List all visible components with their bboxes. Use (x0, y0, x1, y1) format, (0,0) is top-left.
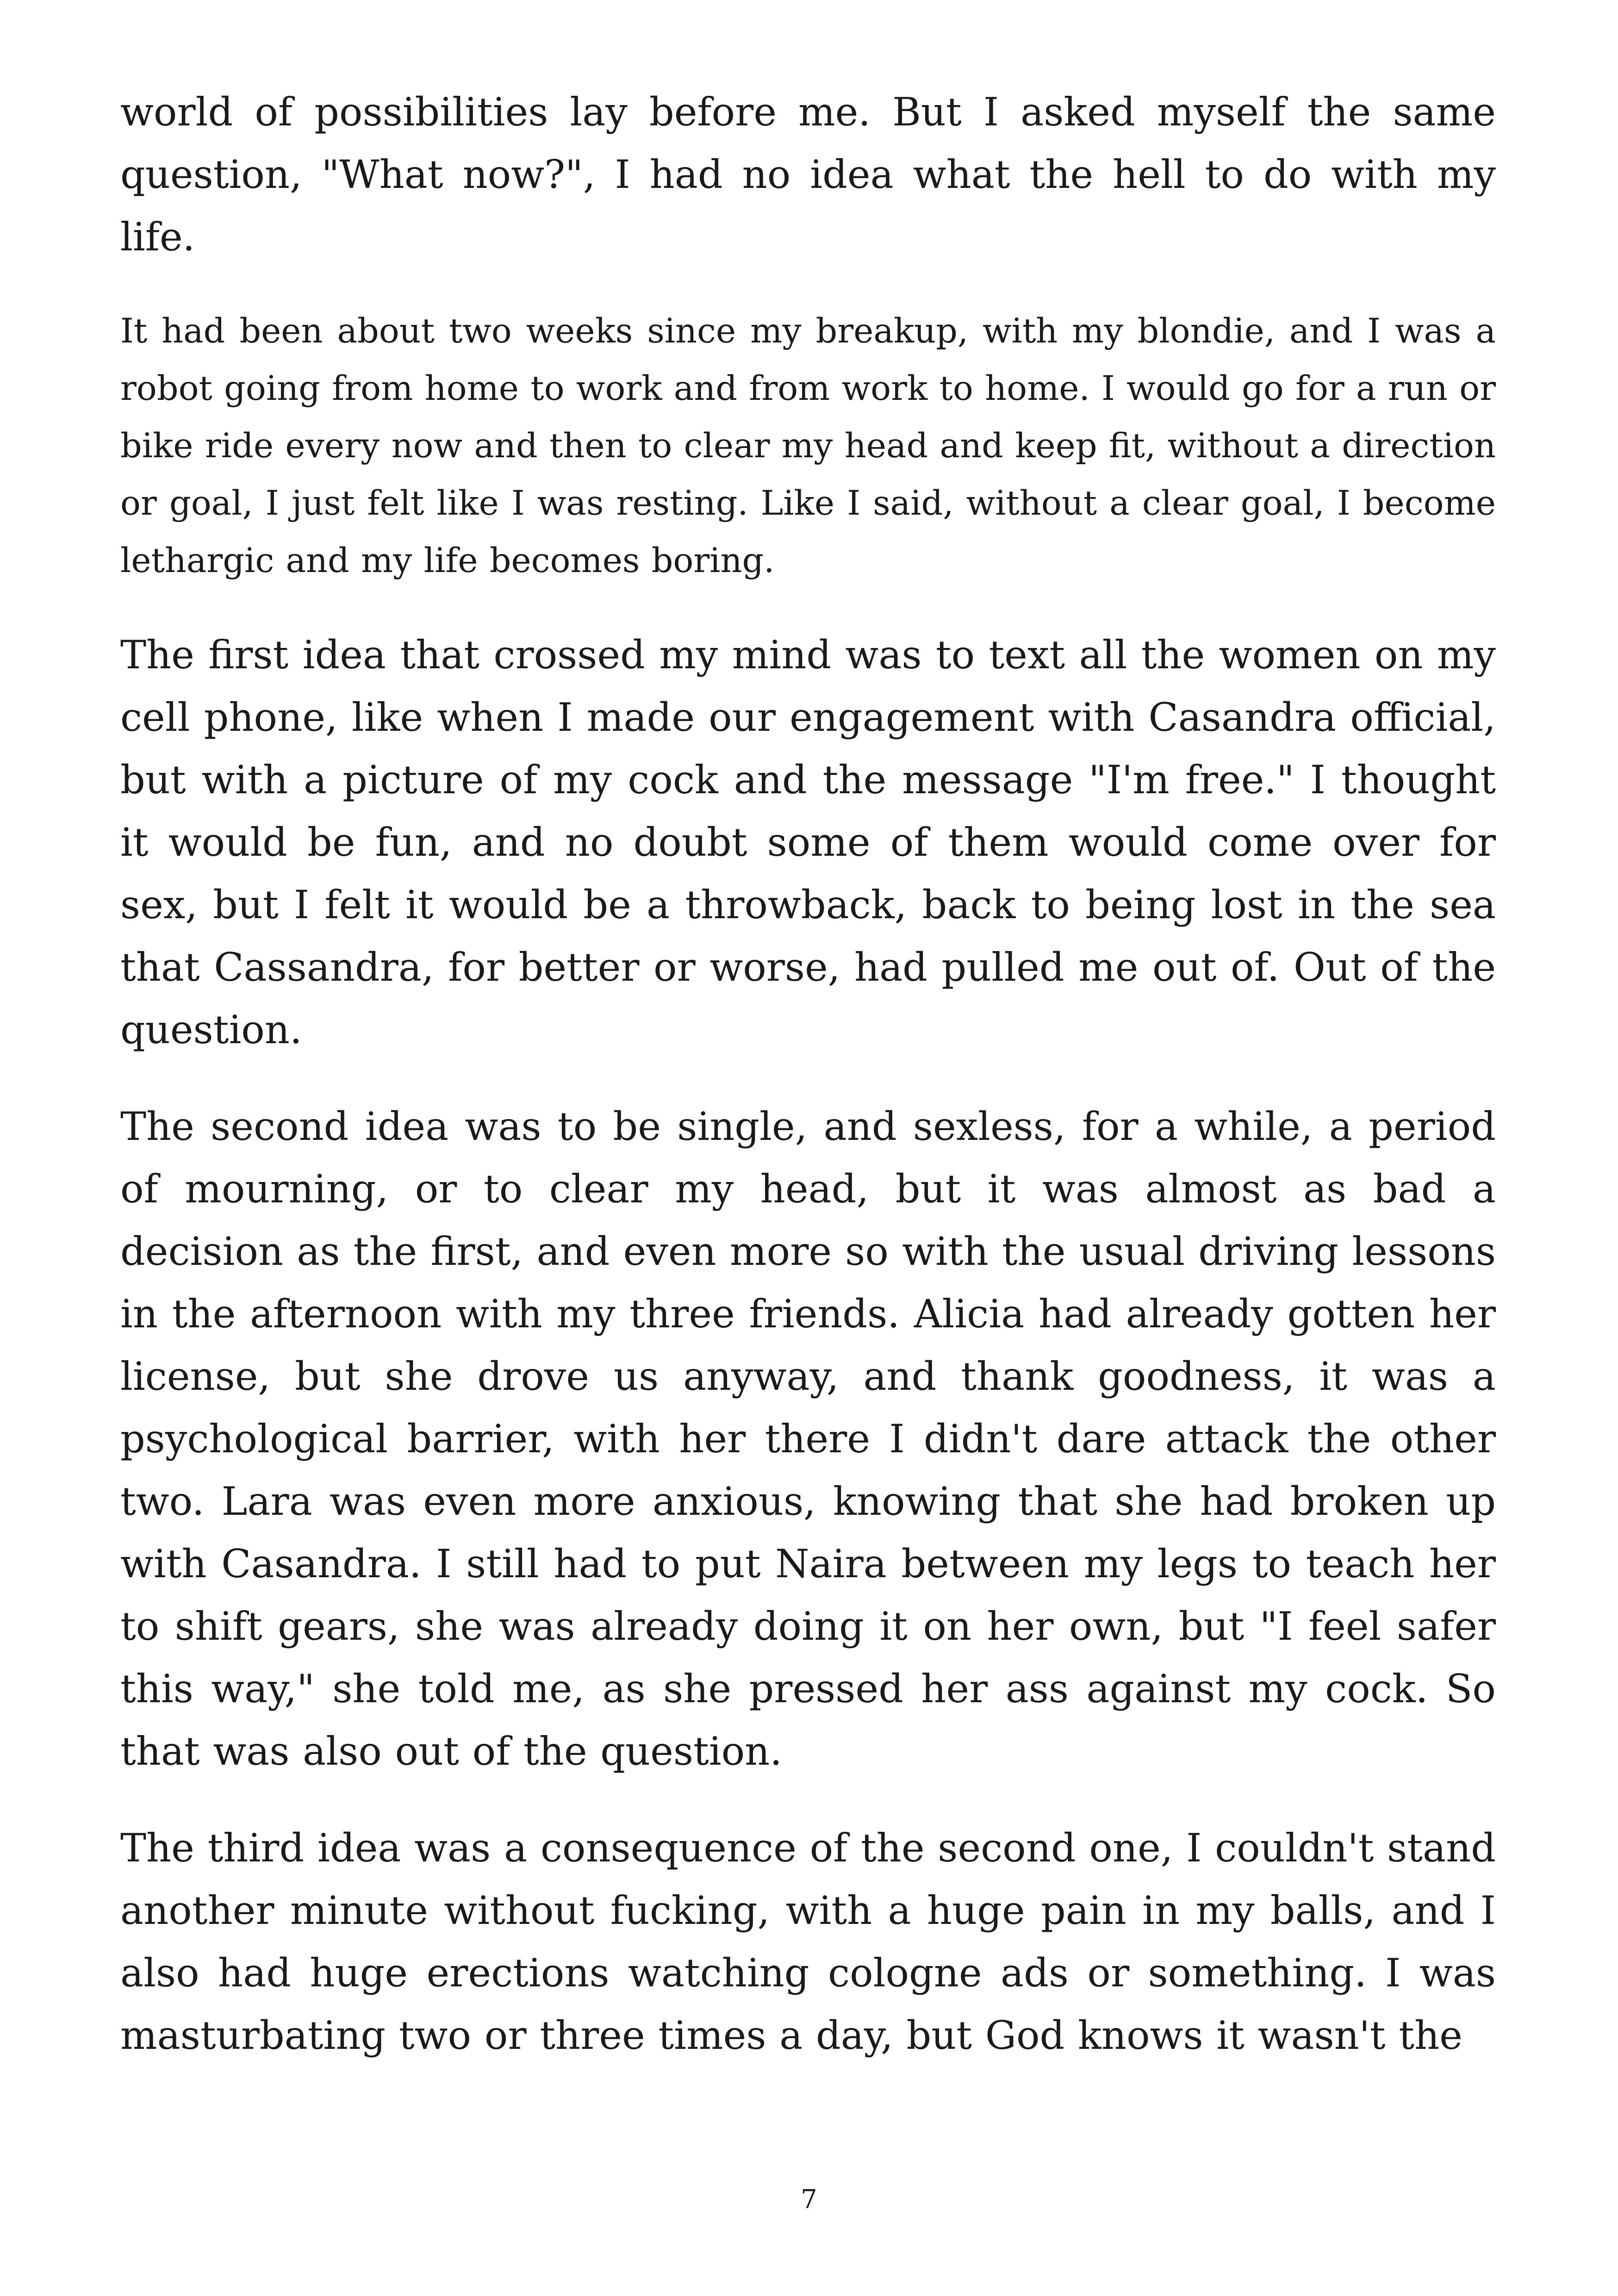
page-number: 7 (801, 2184, 817, 2215)
paragraph-3: The first idea that crossed my mind was to text all the women on my cell phone, like when I made our engagement with Casandra official, but with a picture of my cock and the message "I'm free." I thought it would be fun, and no doubt some of them would come over for sex, but I felt it would be a throwback, back to being lost in the sea that Cassandra, for better or worse, had pulled me out of. Out of the question. (120, 632, 1496, 1052)
paragraph-1: world of possibilities lay before me. But I asked myself the same question, "What now?", I had no idea what the hell to do with my life. (120, 89, 1496, 260)
paragraph-5: The third idea was a consequence of the second one, I couldn't stand another minute without fucking, with a huge pain in my balls, and I also had huge erections watching cologne ads or something. I was masturbating two or three times a day, but God knows it wasn't the (120, 1825, 1496, 2058)
paragraph-2: It had been about two weeks since my breakup, with my blondie, and I was a robot going from home to work and from work to home. I would go for a run or bike ride every now and then to clear my head and keep fit, without a direction or goal, I just felt like I was resting. Like I said, without a clear goal, I become lethargic and my life becomes boring. (120, 311, 1496, 580)
paragraph-4: The second idea was to be single, and sexless, for a while, a period of mourning, or to clear my head, but it was almost as bad a decision as the first, and even more so with the usual driving lessons in the afternoon with my three friends. Alicia had already gotten her license, but she drove us anyway, and thank goodness, it was a psychological barrier, with her there I didn't dare attack the other two. Lara was even more anxious, knowing that she had broken up with Casandra. I still had to put Naira between my legs to teach her to shift gears, she was already doing it on her own, but "I feel safer this way," she told me, as she pressed her ass against my cock. So that was also out of the question. (120, 1104, 1496, 1774)
body-text (120, 81, 1496, 2101)
